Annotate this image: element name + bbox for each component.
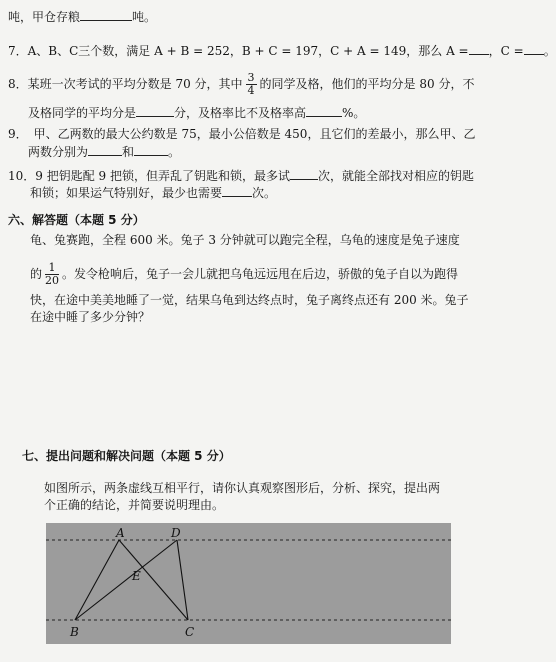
q9-text-1: 9． 甲、乙两数的最大公约数是 75，最小公倍数是 450，且它们的差最小，那么甲、乙 bbox=[8, 127, 476, 141]
q8-text-1: 8．某班一次考试的平均分数是 70 分，其中 bbox=[8, 77, 243, 91]
question-9-line-1 bbox=[8, 126, 475, 142]
q10-text-4: 次。 bbox=[252, 186, 277, 200]
q7-text-1: 7．A、B、C三个数，满足 A + B = 252，B + C = 197，C + A = 149，那么 A = bbox=[8, 44, 469, 58]
segment-ac bbox=[119, 540, 188, 620]
q6-text-1: 吨，甲仓存粮 bbox=[8, 10, 81, 24]
q9-text-4: 。 bbox=[168, 145, 181, 159]
q6-answer-blank[interactable] bbox=[80, 8, 132, 21]
q8-fraction-denominator: 4 bbox=[247, 84, 255, 97]
question-10-line-1 bbox=[8, 167, 474, 184]
q8-text-5: %。 bbox=[342, 106, 366, 120]
q10-text-3: 和锁；如果运气特别好，最少也需要 bbox=[30, 186, 223, 200]
q7-text-3: 。 bbox=[543, 44, 556, 58]
geometry-diagram bbox=[46, 523, 451, 644]
segment-db bbox=[75, 540, 177, 620]
label-d: D bbox=[171, 526, 181, 540]
segment-ab bbox=[75, 540, 119, 620]
q10-text-2: 次，就能全部找对相应的钥匙 bbox=[317, 169, 474, 183]
q8-answer-blank-1[interactable] bbox=[136, 104, 174, 117]
q6-text-2: 吨。 bbox=[132, 10, 157, 24]
q8-fraction bbox=[246, 72, 257, 97]
q9-text-2: 两数分别为 bbox=[28, 145, 89, 159]
q9-answer-blank-1[interactable] bbox=[88, 143, 122, 156]
section-6-para-line-1: 龟、兔赛跑，全程 600 米。兔子 3 分钟就可以跑完全程，乌龟的速度是兔子速度 bbox=[30, 233, 460, 247]
section-7-heading: 七、提出问题和解决问题（本题 5 分） bbox=[22, 449, 231, 463]
sec6-fraction bbox=[45, 262, 59, 287]
section-6-para-line-3: 快，在途中美美地睡了一觉，结果乌龟到达终点时，兔子离终点还有 200 米。兔子 bbox=[30, 293, 469, 307]
geometry-figure bbox=[46, 523, 451, 644]
segment-dc bbox=[177, 540, 188, 620]
question-6-tail bbox=[8, 8, 156, 25]
sec6-fraction-numerator: 1 bbox=[45, 262, 59, 275]
question-8-line-1 bbox=[8, 72, 474, 97]
question-7 bbox=[8, 42, 556, 59]
q9-text-3: 和 bbox=[122, 145, 135, 159]
q10-answer-blank-1[interactable] bbox=[290, 167, 318, 180]
section-6-para-line-2 bbox=[30, 262, 458, 287]
q8-text-2: 的同学及格，他们的平均分是 80 分，不 bbox=[259, 77, 475, 91]
q9-answer-blank-2[interactable] bbox=[134, 143, 168, 156]
q7-answer-blank-a[interactable] bbox=[469, 42, 489, 55]
question-8-line-2 bbox=[28, 104, 365, 121]
q7-answer-blank-c[interactable] bbox=[524, 42, 544, 55]
label-a: A bbox=[116, 526, 125, 540]
q8-text-3: 及格同学的平均分是 bbox=[28, 106, 137, 120]
q10-text-1: 10．9 把钥匙配 9 把锁，但弄乱了钥匙和锁，最多试 bbox=[8, 169, 290, 183]
sec6-text-2a: 的 bbox=[30, 267, 43, 281]
question-9-line-2 bbox=[28, 143, 180, 160]
section-7-para-line-1: 如图所示，两条虚线互相平行，请你认真观察图形后，分析、探究，提出两 bbox=[44, 481, 441, 495]
section-6-heading: 六、解答题（本题 5 分） bbox=[8, 213, 145, 227]
section-7-para-line-2: 个正确的结论，并简要说明理由。 bbox=[44, 498, 225, 512]
label-e: E bbox=[132, 569, 141, 583]
question-10-line-2 bbox=[30, 184, 276, 201]
q8-text-4: 分，及格率比不及格率高 bbox=[174, 106, 307, 120]
q8-fraction-numerator: 3 bbox=[247, 71, 255, 84]
sec6-fraction-denominator: 20 bbox=[45, 274, 60, 287]
q10-answer-blank-2[interactable] bbox=[222, 184, 252, 197]
section-6-para-line-4: 在途中睡了多少分钟？ bbox=[30, 310, 151, 324]
q7-text-2: ，C = bbox=[488, 44, 524, 58]
sec6-text-2b: 。发令枪响后，兔子一会儿就把乌龟远远甩在后边，骄傲的兔子自以为跑得 bbox=[62, 267, 459, 281]
q8-answer-blank-2[interactable] bbox=[306, 104, 342, 117]
label-c: C bbox=[185, 625, 195, 639]
label-b: B bbox=[70, 625, 79, 639]
